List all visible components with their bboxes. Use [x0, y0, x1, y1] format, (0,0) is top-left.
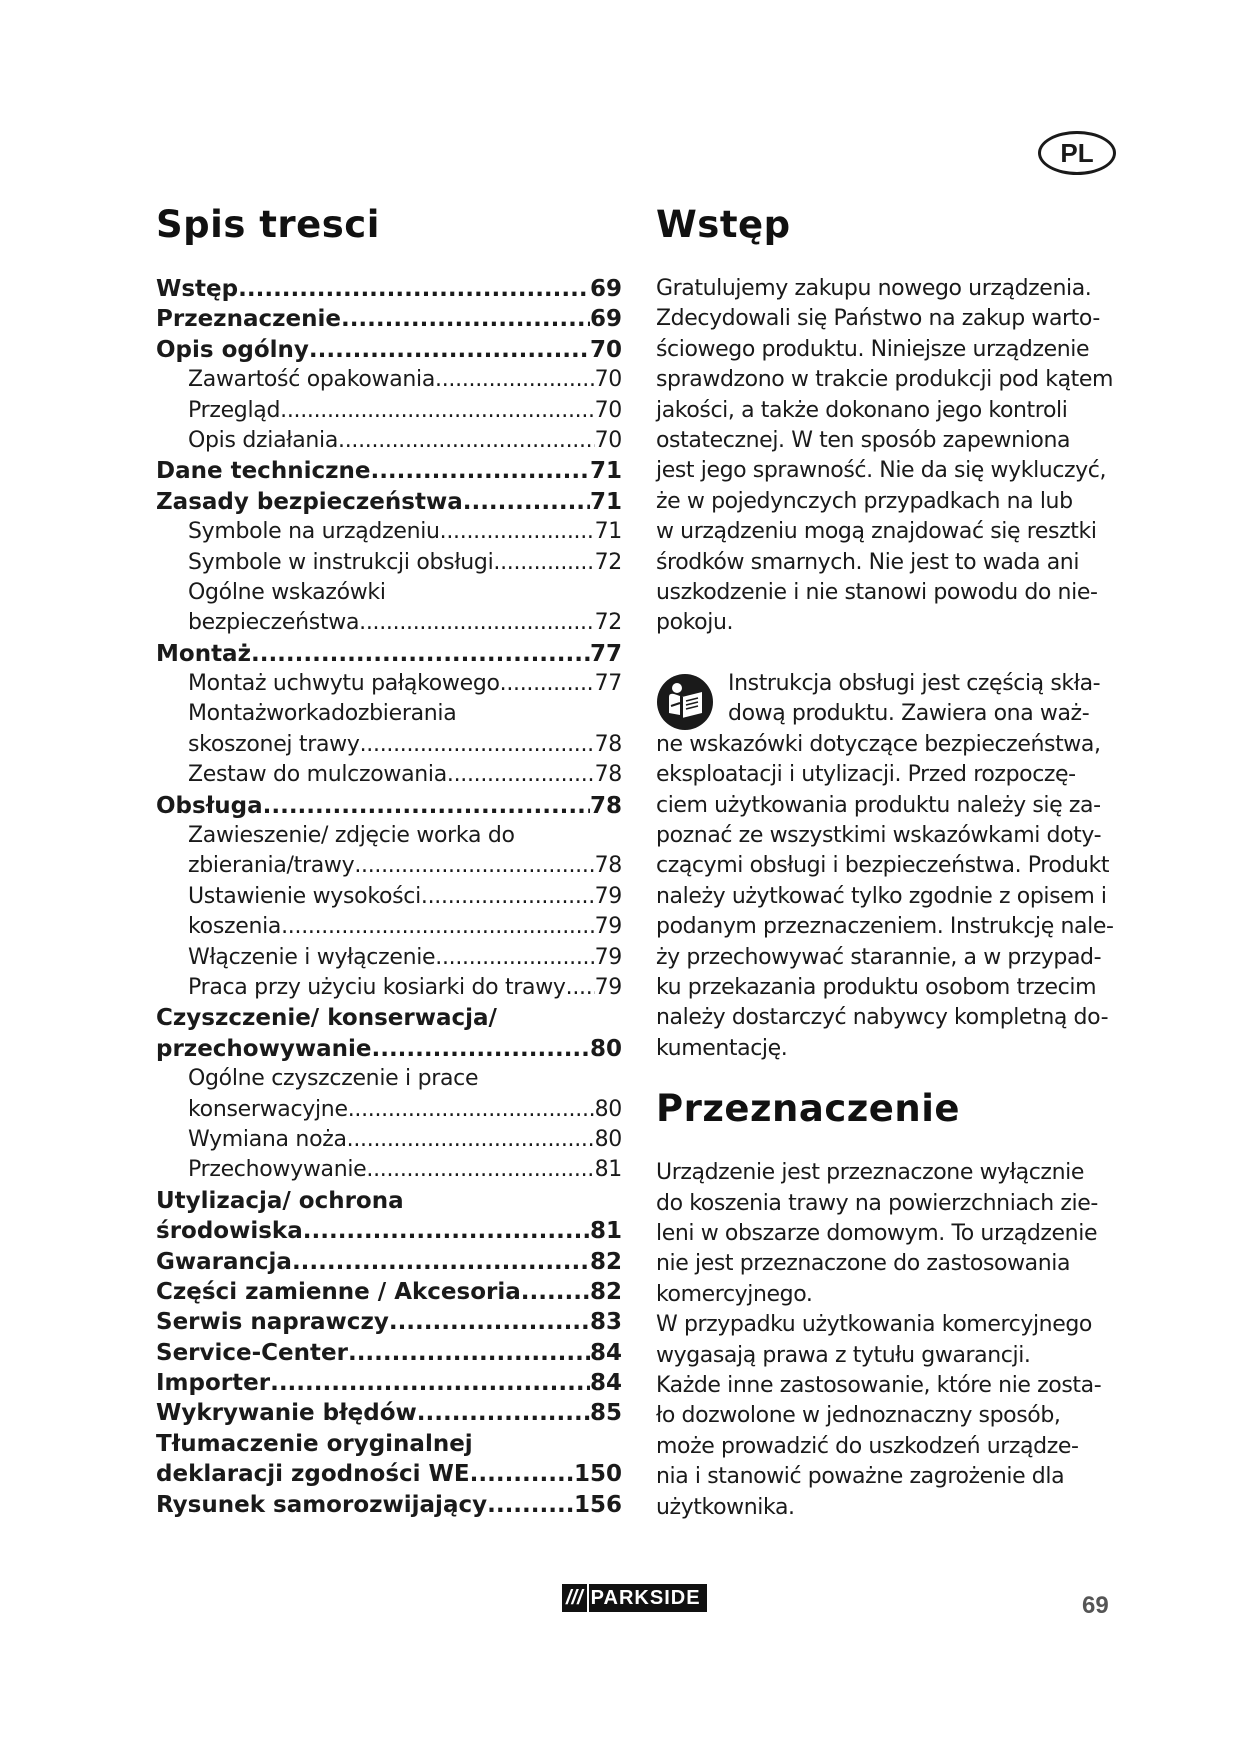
- toc-leader-dots: [366, 1155, 594, 1185]
- toc-entry-label: Tłumaczenie oryginalnej: [156, 1430, 473, 1457]
- toc-entry-page: 150: [573, 1461, 622, 1488]
- toc-entry-label: Przegląd: [188, 397, 281, 423]
- toc-entry: [156, 1490, 622, 1520]
- toc-leader-dots: [309, 335, 590, 365]
- toc-leader-dots: [435, 943, 594, 973]
- toc-entry-page: 69: [589, 276, 622, 302]
- toc-entry-page: 71: [594, 519, 622, 545]
- toc-entry-page: 80: [594, 1126, 622, 1152]
- toc-entry-page: 81: [594, 1157, 622, 1183]
- toc-entry-page: 80: [589, 1035, 622, 1062]
- text-line: ło dozwolone w jednoznaczny sposób,: [656, 1403, 1061, 1429]
- toc-entry-page: 78: [594, 853, 622, 879]
- text-line: ku przekazania produktu osobom trzecim: [656, 974, 1097, 1000]
- toc-leader-dots: [389, 1307, 590, 1337]
- text-line: dową produktu. Zawiera ona waż-: [728, 701, 1090, 727]
- toc-entry-label: Importer: [156, 1370, 271, 1397]
- text-line: ostatecznej. W ten sposób zapewniona: [656, 428, 1071, 454]
- text-line: do koszenia trawy na powierzchniach zie-: [656, 1190, 1098, 1216]
- toc-leader-dots: [447, 760, 595, 790]
- text-line: W przypadku użytkowania komercyjnego: [656, 1312, 1092, 1338]
- toc-entry: [156, 1459, 622, 1489]
- toc-entry: [156, 517, 622, 547]
- toc-leader-dots: [500, 669, 595, 699]
- toc-entry-label: Części zamienne / Akcesoria: [156, 1278, 521, 1305]
- toc-entry-label: Ogólne wskazówki: [188, 579, 386, 605]
- toc-entry: [156, 912, 622, 942]
- toc-leader-dots: [370, 456, 590, 486]
- text-line: leni w obszarze domowym. To urządzenie: [656, 1220, 1098, 1246]
- toc-leader-dots: [251, 639, 590, 669]
- toc-entry-label: Rysunek samorozwijający: [156, 1491, 488, 1518]
- toc-entry-label: Ustawienie wysokości: [188, 883, 421, 909]
- toc-leader-dots: [348, 1095, 595, 1125]
- toc-leader-dots: [238, 274, 590, 304]
- text-line: użytkownika.: [656, 1494, 795, 1520]
- text-line: ży przechowywać starannie, a w przypad-: [656, 944, 1102, 970]
- toc-entry-page: 78: [594, 762, 622, 788]
- toc-entry-label: deklaracji zgodności WE: [156, 1461, 470, 1488]
- text-line: ciem użytkowania produktu należy się za-: [656, 792, 1101, 818]
- toc-entry: [156, 760, 622, 790]
- toc-entry: [156, 669, 622, 699]
- toc-entry: [156, 791, 622, 821]
- toc-entry: [156, 274, 622, 304]
- toc-entry-page: 84: [589, 1339, 622, 1366]
- toc-entry: [156, 456, 622, 486]
- toc-entry-page: 82: [589, 1278, 622, 1305]
- toc-entry-page: 78: [594, 731, 622, 757]
- text-line: ściowego produktu. Niniejsze urządzenie: [656, 336, 1090, 362]
- toc-entry-page: 70: [594, 367, 622, 393]
- text-line: podanym przeznaczeniem. Instrukcję nale-: [656, 914, 1114, 940]
- toc-entry-label: Utylizacja/ ochrona: [156, 1187, 404, 1214]
- text-line: Każde inne zastosowanie, które nie zosta-: [656, 1373, 1102, 1398]
- toc-leader-dots: [292, 1247, 590, 1277]
- toc-leader-dots: [487, 1490, 574, 1520]
- text-line: sprawdzono w trakcie produkcji pod kątem: [656, 367, 1114, 393]
- toc-entry-page: 77: [589, 640, 622, 667]
- text-line: poznać ze wszystkimi wskazówkami doty-: [656, 822, 1102, 848]
- toc-leader-dots: [354, 851, 594, 881]
- toc-entry: [156, 1034, 622, 1064]
- toc-entry-label: Gwarancja: [156, 1248, 292, 1275]
- toc-entry-label: Włączenie i wyłączenie: [188, 944, 436, 970]
- logo-word: PARKSIDE: [587, 1584, 707, 1612]
- toc-leader-dots: [303, 1216, 590, 1246]
- text-line: nia i stanowić poważne zagrożenie dla: [656, 1464, 1065, 1490]
- toc-list: [156, 274, 622, 1520]
- text-line: eksploatacji i utylizacji. Przed rozpoczę-: [656, 762, 1076, 788]
- toc-entry: [156, 396, 622, 426]
- toc-entry-label: konserwacyjne: [188, 1096, 348, 1122]
- toc-entry: [156, 882, 622, 912]
- text-line: czącymi obsługi i bezpieczeństwa. Produkt: [656, 853, 1110, 879]
- toc-entry: [156, 304, 622, 334]
- toc-leader-dots: [360, 730, 595, 760]
- toc-entry-label: Wykrywanie błędów: [156, 1400, 417, 1427]
- toc-leader-dots: [440, 517, 595, 547]
- toc-entry: [156, 487, 622, 517]
- text-line: nie jest przeznaczone do zastosowania: [656, 1251, 1071, 1277]
- toc-entry-page: 69: [589, 306, 622, 333]
- text-line: Zdecydowali się Państwo na zakup warto-: [656, 306, 1100, 332]
- toc-entry: [156, 1155, 622, 1185]
- toc-entry-label: zbierania/trawy: [188, 853, 355, 879]
- toc-entry-page: 70: [594, 397, 622, 423]
- toc-entry-page: 70: [589, 336, 622, 363]
- toc-entry-page: 85: [589, 1400, 622, 1427]
- toc-entry-page: 78: [589, 792, 622, 819]
- toc-entry-label: środowiska: [156, 1218, 303, 1245]
- toc-entry: [156, 1003, 622, 1033]
- toc-entry: [156, 1125, 622, 1155]
- intro-heading: Wstęp: [656, 203, 791, 246]
- toc-entry-label: Przechowywanie: [188, 1157, 367, 1183]
- text-line: należy użytkować tylko zgodnie z opisem i: [656, 883, 1107, 909]
- toc-entry-label: skoszonej trawy: [188, 731, 360, 757]
- intro-text: [656, 274, 1136, 639]
- toc-entry-page: 81: [589, 1218, 622, 1245]
- toc-entry: [156, 943, 622, 973]
- toc-entry-page: 79: [594, 974, 622, 1000]
- toc-leader-dots: [348, 1338, 590, 1368]
- text-line: w urządzeniu mogą znajdować się resztki: [656, 519, 1097, 545]
- toc-leader-dots: [263, 791, 590, 821]
- toc-entry: [156, 1338, 622, 1368]
- usage-text: [656, 1158, 1136, 1523]
- toc-entry-page: 77: [594, 671, 622, 697]
- toc-entry: [156, 608, 622, 638]
- text-line: Urządzenie jest przeznaczone wyłącznie: [656, 1160, 1084, 1186]
- toc-entry: [156, 1307, 622, 1337]
- toc-entry: [156, 1064, 622, 1094]
- toc-entry: [156, 548, 622, 578]
- toc-entry-label: Symbole w instrukcji obsługi: [188, 549, 494, 575]
- toc-entry-page: 83: [589, 1309, 622, 1336]
- table-of-contents: [156, 200, 622, 1520]
- text-line: jest jego sprawność. Nie da się wykluczyć,: [656, 458, 1107, 484]
- toc-entry: [156, 1186, 622, 1216]
- text-line: jakości, a także dokonano jego kontroli: [656, 397, 1068, 423]
- toc-leader-dots: [359, 608, 594, 638]
- text-line: komercyjnego.: [656, 1281, 813, 1307]
- toc-leader-dots: [280, 396, 594, 426]
- toc-entry: [156, 699, 622, 729]
- text-line: należy dostarczyć nabywcy kompletną do-: [656, 1005, 1109, 1031]
- logo-slashes: ///: [562, 1584, 587, 1612]
- toc-entry: [156, 1368, 622, 1398]
- toc-entry: [156, 578, 622, 608]
- toc-leader-dots: [566, 973, 595, 1003]
- text-line: może prowadzić do uszkodzeń urządze-: [656, 1433, 1079, 1459]
- toc-entry-page: 79: [594, 883, 622, 909]
- toc-entry-label: Service-Center: [156, 1339, 348, 1366]
- toc-leader-dots: [341, 304, 590, 334]
- toc-entry-page: 84: [589, 1370, 622, 1397]
- toc-entry: [156, 851, 622, 881]
- text-line: Instrukcja obsługi jest częścią skła-: [728, 670, 1101, 696]
- toc-entry-page: 72: [594, 549, 622, 575]
- toc-title: Spis tresci: [156, 203, 380, 246]
- toc-entry: [156, 821, 622, 851]
- toc-entry-label: bezpieczeństwa: [188, 610, 360, 636]
- toc-entry: [156, 973, 622, 1003]
- toc-leader-dots: [463, 487, 590, 517]
- page-number: 69: [1082, 1592, 1109, 1619]
- toc-entry-label: koszenia: [188, 914, 282, 940]
- toc-entry-label: Montażworkadozbierania: [188, 701, 457, 727]
- text-line: pokoju.: [656, 610, 734, 636]
- toc-entry: [156, 1277, 622, 1307]
- toc-entry: [156, 1216, 622, 1246]
- text-line: ne wskazówki dotyczące bezpieczeństwa,: [656, 731, 1101, 757]
- toc-entry-label: Serwis naprawczy: [156, 1309, 389, 1336]
- text-line: uszkodzenie i nie stanowi powodu do nie-: [656, 580, 1098, 606]
- toc-entry-label: Zawieszenie/ zdjęcie worka do: [188, 823, 515, 849]
- toc-leader-dots: [435, 365, 595, 395]
- toc-entry-label: Zasady bezpieczeństwa: [156, 488, 463, 515]
- toc-entry-label: Praca przy użyciu kosiarki do trawy: [188, 974, 566, 1000]
- toc-leader-dots: [281, 912, 594, 942]
- toc-entry: [156, 335, 622, 365]
- toc-entry: [156, 1247, 622, 1277]
- toc-entry: [156, 1095, 622, 1125]
- toc-entry-label: Dane techniczne: [156, 458, 371, 485]
- toc-entry-label: Zestaw do mulczowania: [188, 762, 447, 788]
- toc-entry: [156, 730, 622, 760]
- content-column: [656, 200, 1136, 1523]
- toc-entry-page: 72: [594, 610, 622, 636]
- toc-leader-dots: [421, 882, 595, 912]
- toc-leader-dots: [493, 548, 594, 578]
- toc-entry-label: przechowywanie: [156, 1035, 372, 1062]
- toc-leader-dots: [347, 1125, 595, 1155]
- toc-leader-dots: [371, 1034, 590, 1064]
- toc-leader-dots: [470, 1459, 574, 1489]
- toc-entry-page: 70: [594, 427, 622, 453]
- toc-entry-page: 71: [589, 458, 622, 485]
- toc-entry-label: Czyszczenie/ konserwacja/: [156, 1005, 497, 1032]
- toc-entry-label: Wymiana noża: [188, 1126, 347, 1152]
- toc-leader-dots: [338, 426, 595, 456]
- toc-entry-label: Zawartość opakowania: [188, 367, 436, 393]
- toc-leader-dots: [521, 1277, 590, 1307]
- toc-entry: [156, 426, 622, 456]
- language-badge: PL: [1038, 131, 1116, 175]
- toc-entry: [156, 639, 622, 669]
- text-line: środków smarnych. Nie jest to wada ani: [656, 549, 1080, 575]
- toc-entry-label: Opis działania: [188, 427, 339, 453]
- toc-entry-label: Montaż: [156, 640, 251, 667]
- toc-entry-page: 71: [589, 488, 622, 515]
- toc-entry-page: 80: [594, 1096, 622, 1122]
- toc-entry-label: Wstęp: [156, 276, 239, 302]
- toc-entry: [156, 1398, 622, 1428]
- text-line: Gratulujemy zakupu nowego urządzenia.: [656, 276, 1092, 301]
- read-manual-icon: [656, 673, 714, 731]
- toc-entry-label: Obsługa: [156, 792, 263, 819]
- toc-entry-label: Montaż uchwytu pałąkowego: [188, 671, 500, 697]
- text-line: wygasają prawa z tytułu gwarancji.: [656, 1342, 1031, 1368]
- toc-leader-dots: [417, 1398, 590, 1428]
- toc-entry-label: Przeznaczenie: [156, 306, 341, 333]
- text-line: kumentację.: [656, 1035, 788, 1061]
- toc-entry: [156, 1429, 622, 1459]
- toc-entry-page: 82: [589, 1248, 622, 1275]
- usage-heading: Przeznaczenie: [656, 1087, 961, 1131]
- toc-entry-page: 79: [594, 944, 622, 970]
- toc-entry-label: Ogólne czyszczenie i prace: [188, 1066, 479, 1092]
- toc-entry: [156, 365, 622, 395]
- manual-notice: [656, 669, 1136, 1064]
- toc-entry-label: Symbole na urządzeniu: [188, 519, 440, 545]
- toc-leader-dots: [270, 1368, 590, 1398]
- toc-entry-page: 156: [573, 1491, 622, 1518]
- toc-entry-page: 79: [594, 914, 622, 940]
- parkside-logo: [562, 1584, 716, 1612]
- text-line: że w pojedynczych przypadkach na lub: [656, 488, 1073, 514]
- toc-entry-label: Opis ogólny: [156, 336, 309, 363]
